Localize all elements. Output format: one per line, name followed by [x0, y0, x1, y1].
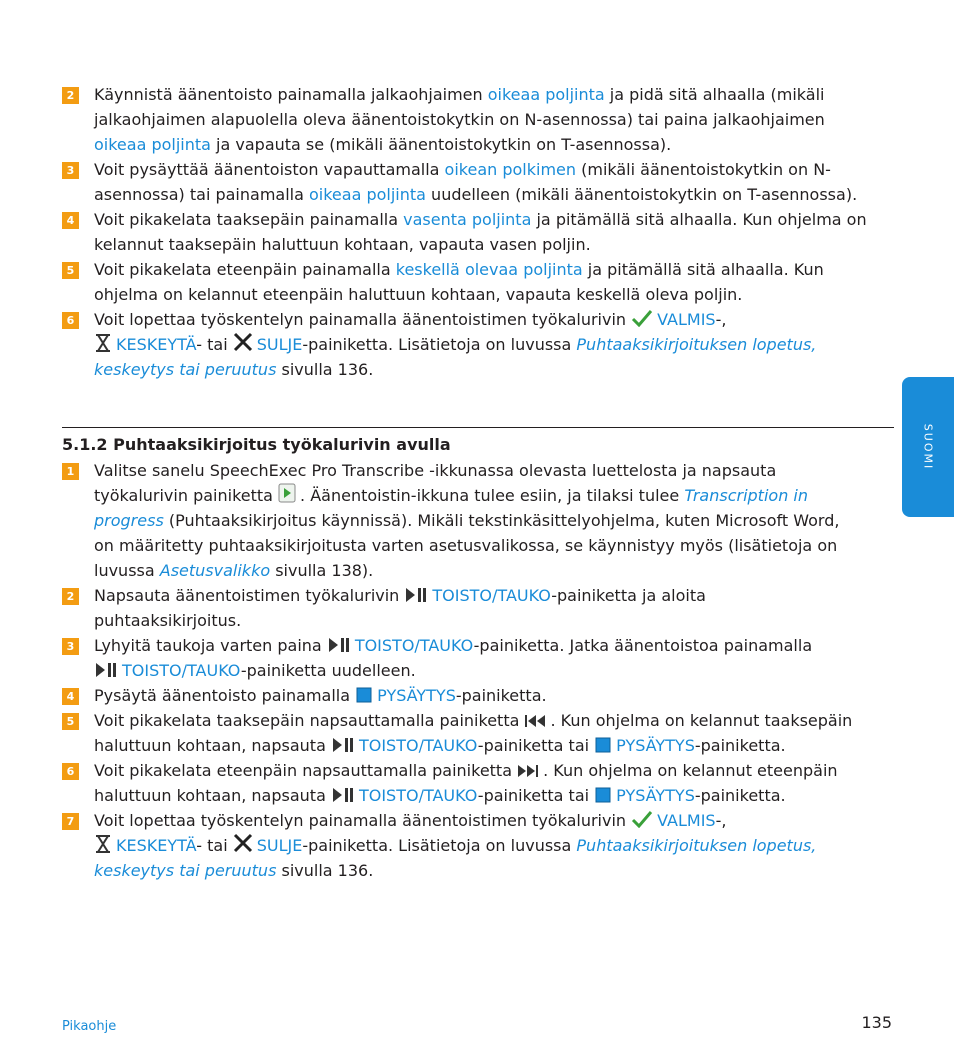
valmis-button-label: VALMIS	[657, 811, 716, 830]
chapter-ref: Asetusvalikko	[159, 561, 271, 580]
section-heading: 5.1.2 Puhtaaksikirjoitus työkalurivin avulla	[62, 435, 451, 454]
pysaytys-label: PYSÄYTYS	[616, 736, 695, 755]
step-number: 2	[62, 588, 79, 605]
rewind-icon	[524, 714, 546, 728]
chapter-ref: Puhtaaksikirjoituksen lopetus,	[576, 836, 817, 855]
chapter-ref: Puhtaaksikirjoituksen lopetus,	[576, 335, 817, 354]
step-b-3: 3 Lyhyitä taukoja varten paina TOISTO/TAUKO-painiketta. Jatka äänentoistoa painamalla TOISTO/TAUKO-painiketta uudelleen.	[62, 633, 894, 683]
step-b-4: 4 Pysäytä äänentoisto painamalla PYSÄYTYS-painiketta.	[62, 683, 894, 708]
pedal-ref: oikeaa poljinta	[309, 185, 426, 204]
step-a-2: 2 Käynnistä äänentoisto painamalla jalkaohjaimen oikeaa poljinta ja pidä sitä alhaalla (mikäli jalkaohjaimen alapuolella oleva äänentoistokytkin on N-asennossa) tai paina jalkaohjaimen oikeaa poljinta ja vapauta se (mikäli äänentoistokytkin on T-asennossa).	[62, 82, 894, 157]
step-a-5: 5 Voit pikakelata eteenpäin painamalla keskellä olevaa poljinta ja pitämällä sitä alhaalla. Kun ohjelma on kelannut eteenpäin haluttuun kohtaan, vapauta keskellä oleva poljin.	[62, 257, 894, 307]
chapter-ref: keskeytys tai peruutus	[94, 360, 277, 379]
check-icon	[631, 309, 653, 327]
stop-icon	[594, 787, 612, 803]
status-ref: Transcription in	[684, 486, 808, 505]
step-list-b	[62, 458, 894, 883]
step-a-6: 6 Voit lopettaa työskentelyn painamalla äänentoistimen työkalurivin VALMIS-, KESKEYTÄ- tai SULJE-painiketta. Lisätietoja on luvussa Puhtaaksikirjoituksen lopetus, keskeytys tai peruutus sivulla 136.	[62, 307, 894, 382]
play-pause-icon	[331, 787, 355, 803]
fast-forward-icon	[517, 764, 539, 778]
section-divider	[62, 427, 894, 428]
chapter-ref: keskeytys tai peruutus	[94, 861, 277, 880]
pedal-ref: vasenta poljinta	[403, 210, 532, 229]
keskeyta-button-label: KESKEYTÄ	[116, 836, 197, 855]
check-icon	[631, 810, 653, 828]
step-number: 2	[62, 87, 79, 104]
sulje-button-label: SULJE	[256, 335, 303, 354]
footer-title: Pikaohje	[62, 1019, 117, 1034]
step-b-5: 5 Voit pikakelata taaksepäin napsauttamalla painiketta . Kun ohjelma on kelannut taaksepäin haluttuun kohtaan, napsauta TOISTO/TAUKO-painiketta tai PYSÄYTYS-painiketta.	[62, 708, 894, 758]
step-number: 6	[62, 312, 79, 329]
step-b-2: 2 Napsauta äänentoistimen työkalurivin TOISTO/TAUKO-painiketta ja aloita puhtaaksikirjoitus.	[62, 583, 894, 633]
step-a-3: 3 Voit pysäyttää äänentoiston vapauttamalla oikean polkimen (mikäli äänentoistokytkin on N- asennossa) tai painamalla oikeaa poljinta uudelleen (mikäli äänentoistokytkin on T-asennossa).	[62, 157, 894, 207]
play-pause-icon	[331, 737, 355, 753]
step-number: 5	[62, 262, 79, 279]
sulje-button-label: SULJE	[256, 836, 303, 855]
pedal-ref: keskellä olevaa poljinta	[395, 260, 583, 279]
page-number: 135	[861, 1013, 892, 1032]
play-pause-icon	[327, 637, 351, 653]
step-a-4: 4 Voit pikakelata taaksepäin painamalla vasenta poljinta ja pitämällä sitä alhaalla. Kun ohjelma on kelannut taaksepäin haluttuun kohtaan, vapauta vasen poljin.	[62, 207, 894, 257]
step-number: 5	[62, 713, 79, 730]
step-b-1: 1 Valitse sanelu SpeechExec Pro Transcribe -ikkunassa olevasta luettelosta ja napsauta työkalurivin painiketta . Äänentoistin-ikkuna tulee esiin, ja tilaksi tulee Transcription in progress (Puhtaaksikirjoitus käynnissä). Mikäli tekstinkäsittelyohjelma, kuten Microsoft Word, on määritetty puhtaaksikirjoitusta varten asetusvalikossa, se käynnistyy myös (lisätietoja on luvussa Asetusvalikko sivulla 138).	[62, 458, 894, 583]
valmis-button-label: VALMIS	[657, 310, 716, 329]
pysaytys-label: PYSÄYTYS	[616, 786, 695, 805]
toisto-tauko-label: TOISTO/TAUKO	[122, 661, 241, 680]
step-number: 3	[62, 162, 79, 179]
keskeyta-button-label: KESKEYTÄ	[116, 335, 197, 354]
step-number: 7	[62, 813, 79, 830]
step-b-7: 7 Voit lopettaa työskentelyn painamalla äänentoistimen työkalurivin VALMIS-, KESKEYTÄ- tai SULJE-painiketta. Lisätietoja on luvussa Puhtaaksikirjoituksen lopetus, keskeytys tai peruutus sivulla 136.	[62, 808, 894, 883]
language-tab	[902, 377, 954, 517]
pedal-ref: oikeaa poljinta	[94, 135, 211, 154]
step-list-a	[62, 82, 894, 382]
step-number: 4	[62, 212, 79, 229]
stop-icon	[355, 687, 373, 703]
toisto-tauko-label: TOISTO/TAUKO	[432, 586, 552, 605]
step-number: 4	[62, 688, 79, 705]
step-number: 6	[62, 763, 79, 780]
open-player-icon	[278, 483, 296, 503]
language-tab-label: SUOMI	[921, 423, 935, 471]
close-x-icon	[233, 332, 253, 352]
close-x-icon	[233, 833, 253, 853]
pedal-ref: oikean polkimen	[444, 160, 577, 179]
pedal-ref: oikeaa poljinta	[487, 85, 605, 104]
play-pause-icon	[404, 587, 428, 603]
pysaytys-label: PYSÄYTYS	[377, 686, 456, 705]
toisto-tauko-label: TOISTO/TAUKO	[358, 736, 478, 755]
toisto-tauko-label: TOISTO/TAUKO	[358, 786, 478, 805]
step-b-6: 6 Voit pikakelata eteenpäin napsauttamalla painiketta . Kun ohjelma on kelannut eteenpäin haluttuun kohtaan, napsauta TOISTO/TAUKO-painiketta tai PYSÄYTYS-painiketta.	[62, 758, 894, 808]
play-pause-icon	[94, 662, 118, 678]
step-number: 1	[62, 463, 79, 480]
step-number: 3	[62, 638, 79, 655]
hourglass-icon	[94, 334, 112, 352]
stop-icon	[594, 737, 612, 753]
status-ref: progress	[94, 511, 164, 530]
hourglass-icon	[94, 835, 112, 853]
toisto-tauko-label: TOISTO/TAUKO	[354, 636, 474, 655]
